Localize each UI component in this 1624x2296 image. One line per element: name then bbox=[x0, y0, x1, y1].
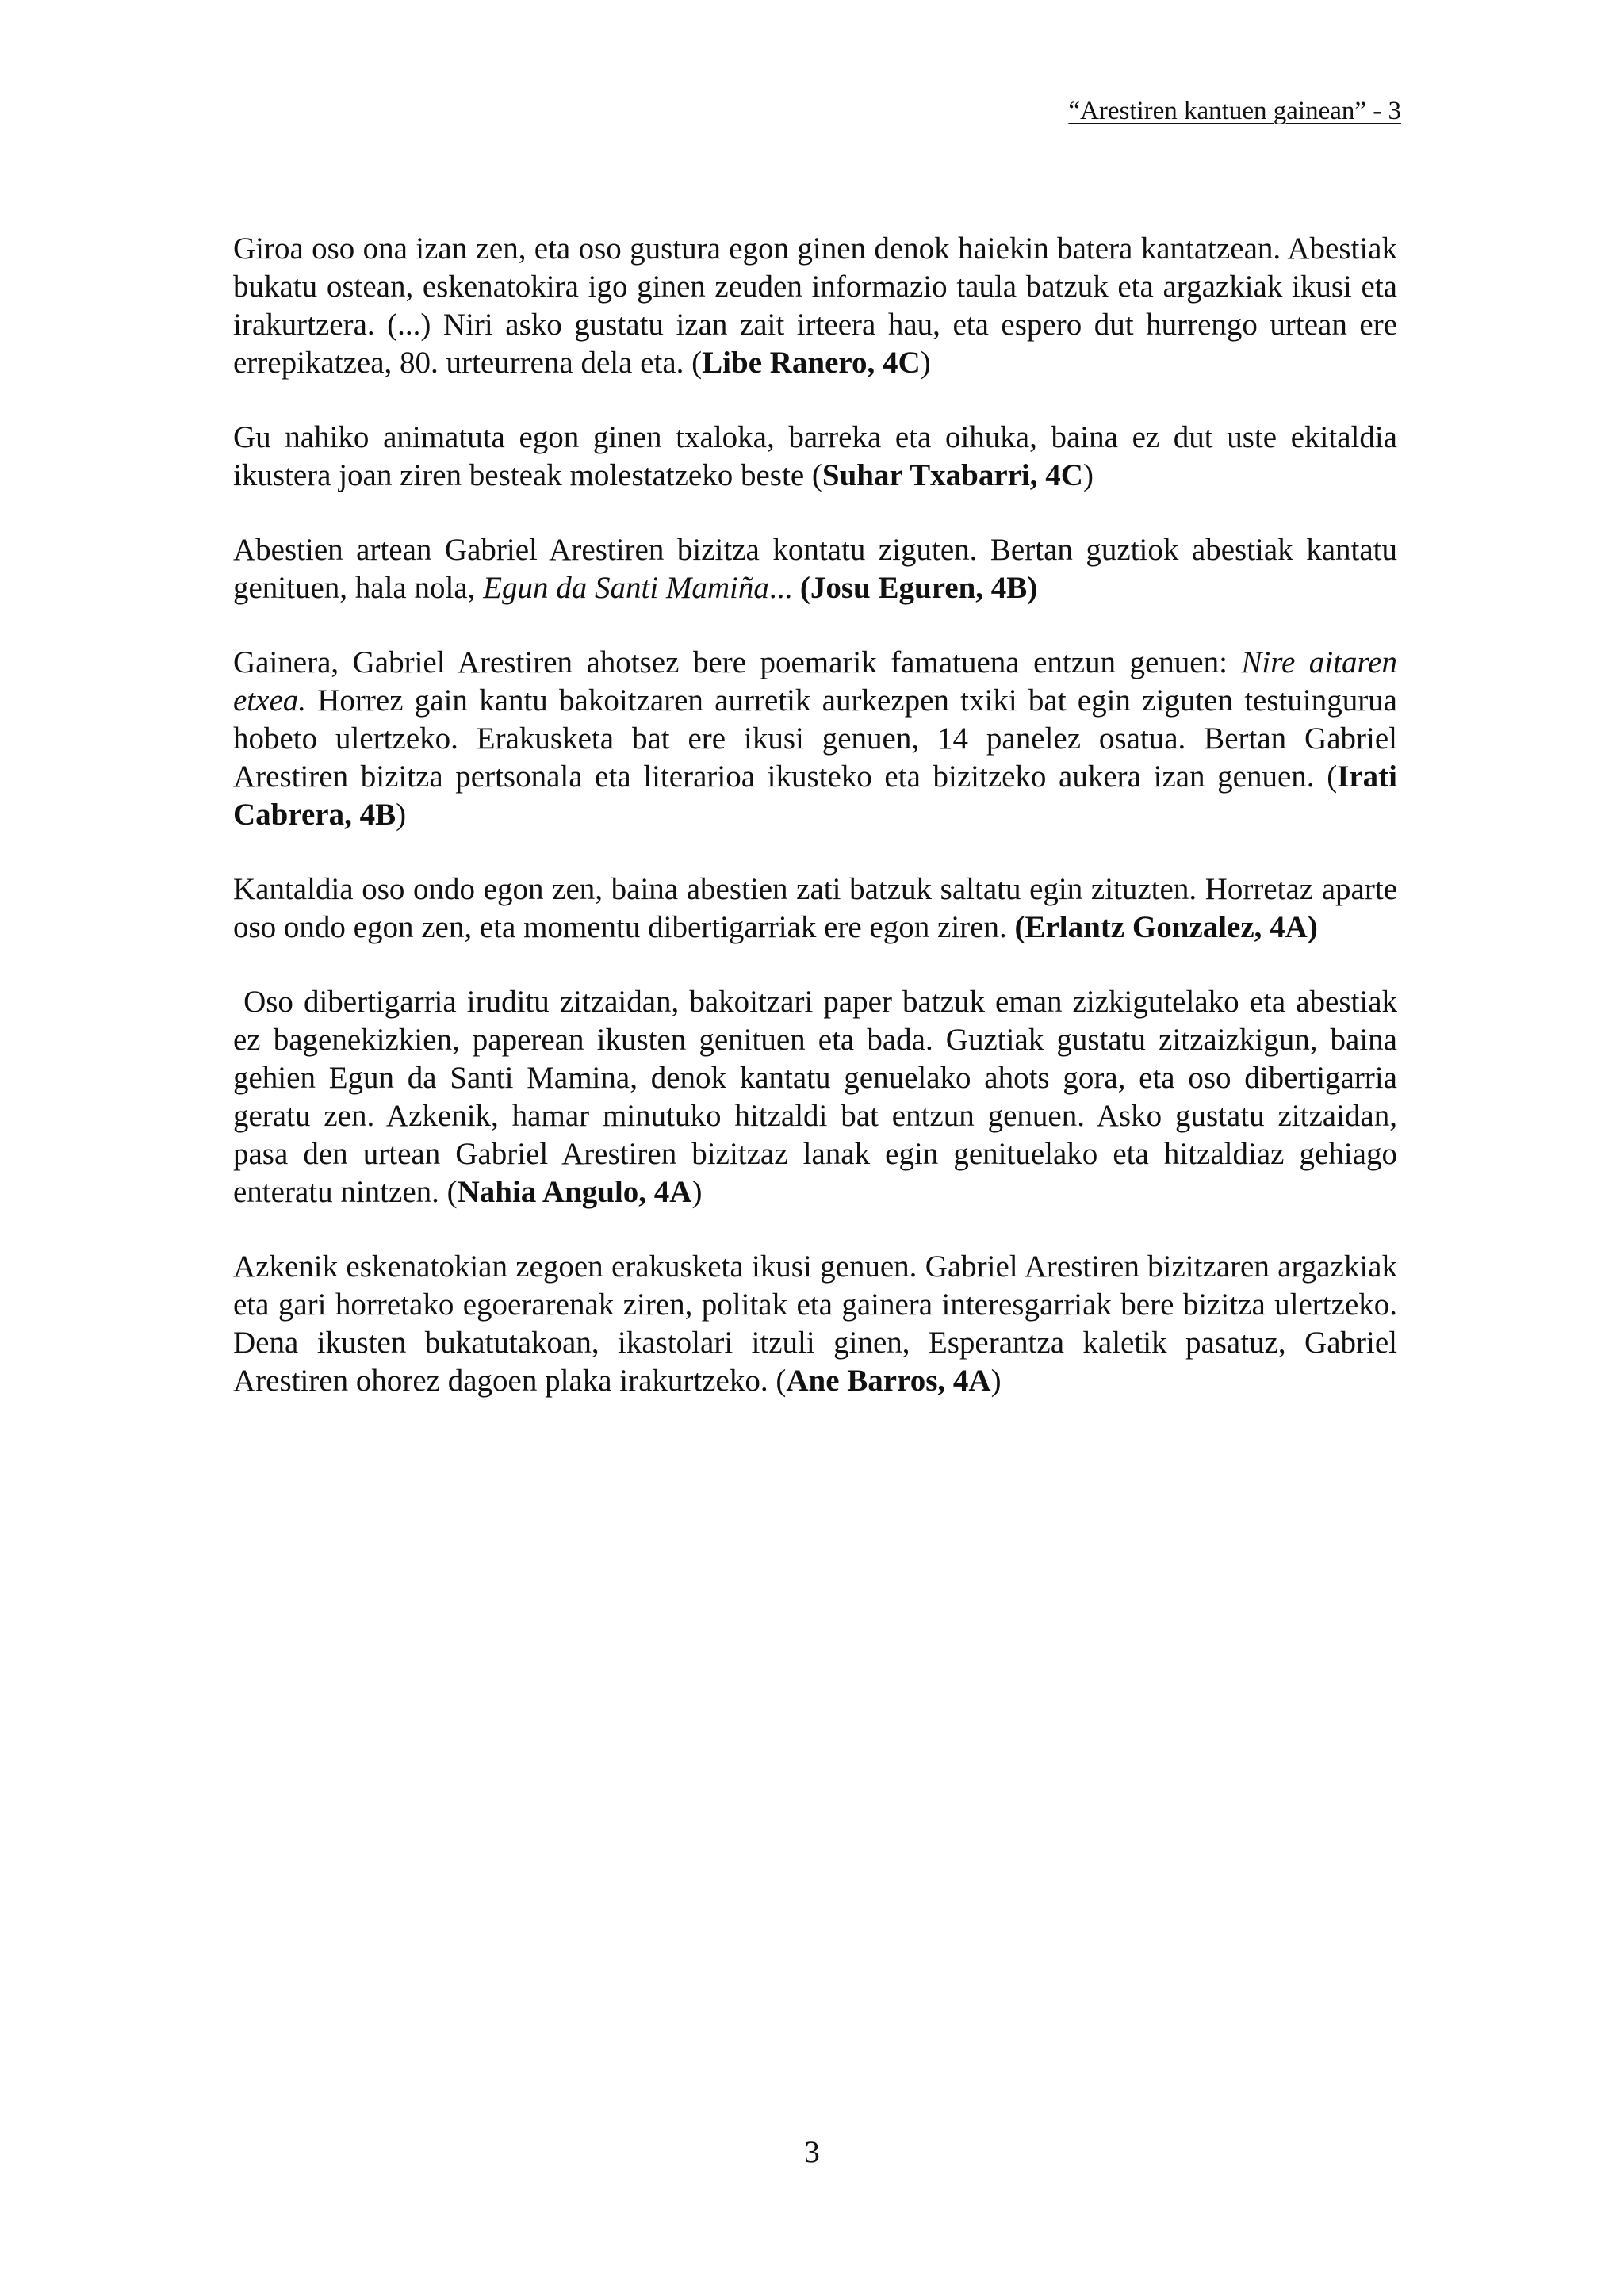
author-credit: Libe Ranero, 4C bbox=[702, 346, 921, 380]
paragraph-ane-barros: Azkenik eskenatokian zegoen erakusketa ikusi genuen. Gabriel Arestiren bizitzaren argazkiak eta gari horretako egoerarenak ziren, politak eta gainera interesgarriak bere bizitza ulertzeko. Dena ikusten bukatutakoan, ikastolari itzuli ginen, Esperantza kaletik pasatuz, Gabriel Arestiren ohorez dagoen plaka irakurtzeko. (Ane Barros, 4A) bbox=[233, 1249, 1397, 1398]
paragraph-text: Gu nahiko animatuta egon ginen txaloka, barreka eta oihuka, baina ez dut uste ekitaldia ikustera joan ziren besteak molestatzeko beste bbox=[233, 420, 1397, 492]
paragraph-text: Azkenik eskenatokian zegoen erakusketa ikusi genuen. Gabriel Arestiren bizitzaren argazkiak eta gari horretako egoerarenak ziren, politak eta gainera interesgarriak bere bizitza ulertzeko. Dena ikusten bukatutakoan, ikastolari itzuli ginen, Esperantza kaletik pasatuz, Gabriel Arestiren ohorez dagoen plaka irakurtzeko. bbox=[233, 1249, 1397, 1398]
paragraph-text: Oso dibertigarria iruditu zitzaidan, bakoitzari paper batzuk eman zizkigutelako eta abestiak ez bagenekizkien, paperean ikusten genituen eta bada. Guztiak gustatu zitzaizkigun, baina gehien Egun da Santi Mamina, denok kantatu genuelako ahots gora, eta oso dibertigarria geratu zen. Azkenik, hamar minutuko hitzaldi bat entzun genuen. Asko gustatu zitzaidan, pasa den urtean Gabriel Arestiren bizitzaz lanak egin genituelako eta hitzaldiaz gehiago enteratu nintzen. bbox=[233, 985, 1397, 1209]
paragraph-text-after: Horrez gain kantu bakoitzaren aurretik aurkezpen txiki bat egin ziguten testuingurua hobeto ulertzeko. Erakusketa bat ere ikusi genuen, 14 panelez osatua. Bertan Gabriel Arestiren bizitza pertsonala eta literarioa ikusteko eta bizitzeko aukera izan genuen. bbox=[233, 683, 1397, 794]
author-credit: Ane Barros, 4A bbox=[786, 1364, 991, 1398]
paragraph-josu-eguren bbox=[233, 531, 1397, 607]
author-credit: Suhar Txabarri, 4C bbox=[822, 458, 1083, 492]
paragraph-text: Giroa oso ona izan zen, eta oso gustura egon ginen denok haiekin batera kantatzean. Abestiak bukatu ostean, eskenatokira igo ginen zeuden informazio taula batzuk eta argazkiak ikusi eta irakurtzera. (...) Niri asko gustatu izan zait irteera hau, eta espero dut hurrengo urtean ere errepikatzea, 80. urteurrena dela eta. bbox=[233, 232, 1397, 380]
paragraph-text: Gainera, Gabriel Arestiren ahotsez bere poemarik famatuena entzun genuen: bbox=[233, 645, 1242, 679]
paragraph-libe-ranero: Giroa oso ona izan zen, eta oso gustura egon ginen denok haiekin batera kantatzean. Abestiak bukatu ostean, eskenatokira igo ginen zeuden informazio taula batzuk eta argazkiak ikusi eta irakurtzera. (...) Niri asko gustatu izan zait irteera hau, eta espero dut hurrengo urtean ere errepikatzea, 80. urteurrena dela eta. (Libe Ranero, 4C) bbox=[233, 232, 1397, 380]
paragraph-text-after: ... bbox=[768, 571, 800, 605]
author-credit: Nahia Angulo, 4A bbox=[457, 1175, 692, 1209]
page-number: 3 bbox=[804, 2135, 820, 2169]
paragraph-suhar-txabarri: Gu nahiko animatuta egon ginen txaloka, barreka eta oihuka, baina ez dut uste ekitaldia ikustera joan ziren besteak molestatzeko beste (Suhar Txabarri, 4C) bbox=[233, 420, 1397, 492]
poem-title: Nire aitaren etxea. bbox=[233, 645, 1397, 718]
author-credit: (Josu Eguren, 4B) bbox=[799, 571, 1038, 605]
paragraph-text: Abestien artean Gabriel Arestiren bizitza kontatu ziguten. Bertan guztiok abestiak kantatu genituen, hala nola, bbox=[233, 533, 1397, 605]
paragraph-nahia-angulo: Oso dibertigarria iruditu zitzaidan, bakoitzari paper batzuk eman zizkigutelako eta abestiak ez bagenekizkien, paperean ikusten genituen eta bada. Guztiak gustatu zitzaizkigun, baina gehien Egun da Santi Mamina, denok kantatu genuelako ahots gora, eta oso dibertigarria geratu zen. Azkenik, hamar minutuko hitzaldi bat entzun genuen. Asko gustatu zitzaidan, pasa den urtean Gabriel Arestiren bizitzaz lanak egin genituelako eta hitzaldiaz gehiago enteratu nintzen. (Nahia Angulo, 4A) bbox=[233, 985, 1397, 1209]
running-header: “Arestiren kantuen gainean” - 3 bbox=[1068, 97, 1401, 125]
document-body bbox=[233, 230, 1397, 1437]
author-credit: Irati Cabrera, 4B bbox=[233, 760, 1397, 832]
song-title: Egun da Santi Mamiña bbox=[483, 571, 769, 605]
paragraph-text: Kantaldia oso ondo egon zen, baina abestien zati batzuk saltatu egin zituzten. Horretaz aparte oso ondo egon zen, eta momentu dibertigarriak ere egon ziren. bbox=[233, 872, 1397, 944]
author-credit: (Erlantz Gonzalez, 4A) bbox=[1014, 910, 1318, 944]
paragraph-erlantz-gonzalez bbox=[233, 871, 1397, 947]
paragraph-irati-cabrera: Gainera, Gabriel Arestiren ahotsez bere poemarik famatuena entzun genuen: Nire aitaren etxea. Horrez gain kantu bakoitzaren aurretik aurkezpen txiki bat egin ziguten testuingurua hobeto ulertzeko. Erakusketa bat ere ikusi genuen, 14 panelez osatua. Bertan Gabriel Arestiren bizitza pertsonala eta literarioa ikusteko eta bizitzeko aukera izan genuen. (Irati Cabrera, 4B) bbox=[233, 645, 1397, 832]
